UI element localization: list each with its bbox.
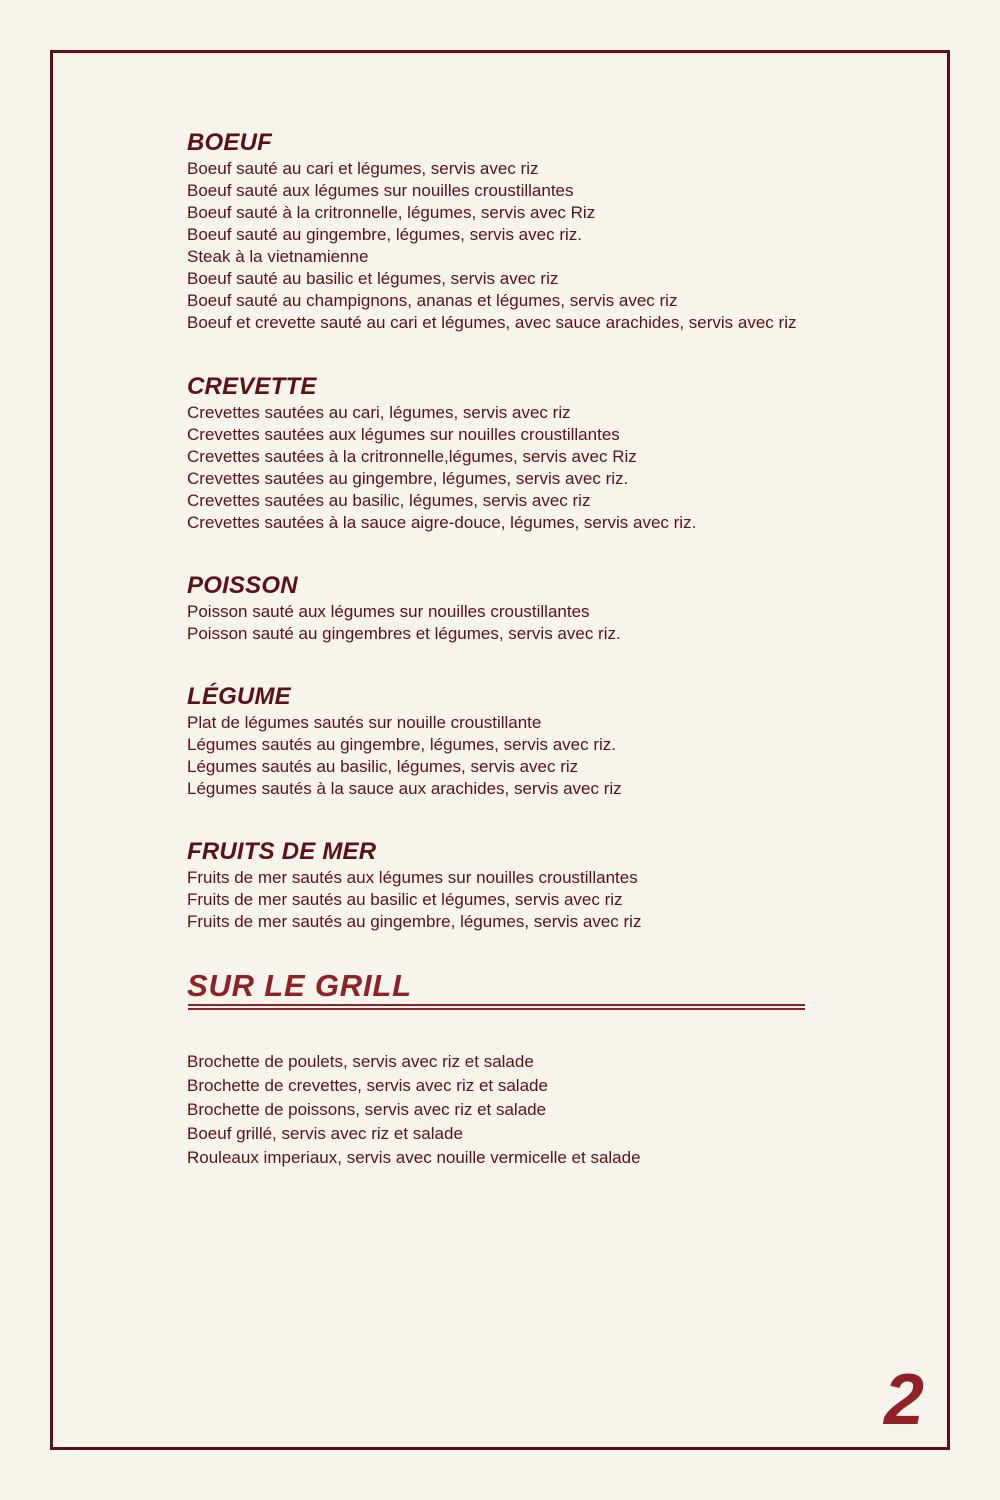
menu-item: Crevettes sautées au cari, légumes, servis avec riz bbox=[187, 403, 571, 422]
menu-item: Crevettes sautées aux légumes sur nouilles croustillantes bbox=[187, 425, 620, 444]
menu-item: Boeuf sauté à la critronnelle, légumes, servis avec Riz bbox=[187, 203, 596, 222]
menu-item: Légumes sautés au gingembre, légumes, servis avec riz. bbox=[187, 735, 616, 754]
menu-item: Crevettes sautées au basilic, légumes, servis avec riz bbox=[187, 491, 591, 510]
menu-item: Boeuf sauté au gingembre, légumes, servis avec riz. bbox=[187, 225, 582, 244]
page-number: 2 bbox=[883, 1360, 924, 1440]
section-title-fruits-de-mer: FRUITS DE MER bbox=[187, 838, 377, 865]
section-boeuf bbox=[187, 128, 797, 334]
menu-item: Boeuf grillé, servis avec riz et salade bbox=[187, 1124, 463, 1143]
section-fruits-de-mer bbox=[187, 837, 797, 933]
menu-item: Plat de légumes sautés sur nouille croustillante bbox=[187, 713, 542, 732]
menu-item: Poisson sauté aux légumes sur nouilles croustillantes bbox=[187, 602, 590, 621]
section-crevette bbox=[187, 372, 797, 534]
grill-item-list bbox=[187, 1050, 797, 1170]
menu-item: Crevettes sautées à la critronnelle,légumes, servis avec Riz bbox=[187, 447, 637, 466]
menu-item: Crevettes sautées au gingembre, légumes, servis avec riz. bbox=[187, 469, 629, 488]
menu-item: Boeuf sauté aux légumes sur nouilles croustillantes bbox=[187, 181, 574, 200]
menu-item: Boeuf sauté au basilic et légumes, servis avec riz bbox=[187, 269, 559, 288]
menu-item: Boeuf sauté au cari et légumes, servis avec riz bbox=[187, 159, 539, 178]
menu-item: Rouleaux imperiaux, servis avec nouille vermicelle et salade bbox=[187, 1148, 641, 1167]
menu-item: Steak à la vietnamienne bbox=[187, 247, 369, 266]
menu-item: Brochette de poulets, servis avec riz et salade bbox=[187, 1052, 534, 1071]
menu-item: Fruits de mer sautés au basilic et légumes, servis avec riz bbox=[187, 890, 623, 909]
section-sur-le-grill bbox=[187, 968, 797, 1170]
section-title-crevette: CREVETTE bbox=[187, 373, 317, 400]
menu-item: Poisson sauté au gingembres et légumes, servis avec riz. bbox=[187, 624, 621, 643]
section-title-legume: LÉGUME bbox=[187, 683, 291, 710]
menu-item: Légumes sautés au basilic, légumes, servis avec riz bbox=[187, 757, 579, 776]
menu-item: Fruits de mer sautés au gingembre, légumes, servis avec riz bbox=[187, 912, 642, 931]
section-title-poisson: POISSON bbox=[187, 572, 298, 599]
menu-item: Boeuf et crevette sauté au cari et légumes, avec sauce arachides, servis avec riz bbox=[187, 313, 797, 332]
section-poisson bbox=[187, 571, 797, 645]
section-title-boeuf: BOEUF bbox=[187, 129, 272, 156]
menu-item: Légumes sautés à la sauce aux arachides, servis avec riz bbox=[187, 779, 622, 798]
menu-item: Crevettes sautées à la sauce aigre-douce, légumes, servis avec riz. bbox=[187, 513, 697, 532]
menu-item: Fruits de mer sautés aux légumes sur nouilles croustillantes bbox=[187, 868, 638, 887]
grill-title: SUR LE GRILL bbox=[187, 968, 412, 1003]
section-legume bbox=[187, 682, 797, 800]
menu-item: Brochette de poissons, servis avec riz et salade bbox=[187, 1100, 547, 1119]
menu-item: Brochette de crevettes, servis avec riz et salade bbox=[187, 1076, 548, 1095]
grill-double-rule bbox=[188, 1004, 805, 1010]
menu-item: Boeuf sauté au champignons, ananas et légumes, servis avec riz bbox=[187, 291, 678, 310]
menu-content bbox=[187, 128, 797, 1170]
